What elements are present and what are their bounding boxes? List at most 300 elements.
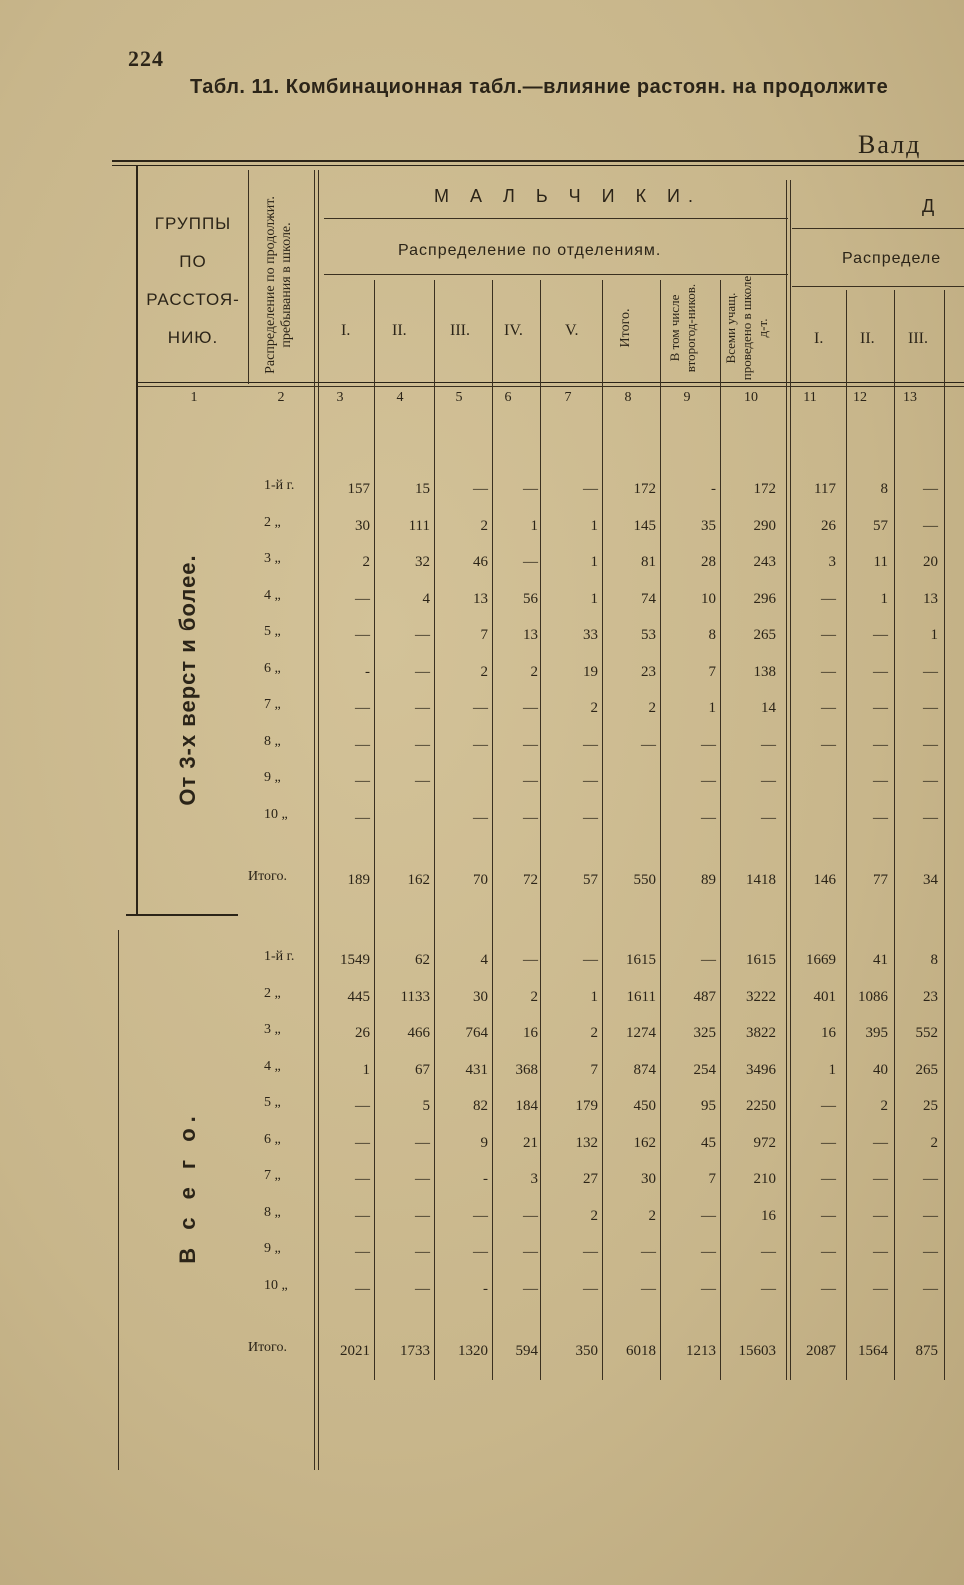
page-number: 224 — [128, 46, 164, 71]
duration-col-header: Распределение по продолжит. пребывания в школе. — [263, 196, 294, 374]
group-col-line-2: ПО — [179, 252, 207, 271]
group-col-line-4: НИЮ. — [167, 328, 219, 347]
table-cell: — — [355, 1280, 370, 1297]
section1-label: От 3-х верст и более. — [175, 554, 200, 806]
table-cell: — — [415, 1171, 430, 1187]
table-cell: 14 — [761, 700, 776, 716]
table-cell: 2 — [530, 663, 538, 680]
table-cell: 1611 — [626, 988, 656, 1005]
section2-label: В с е г о. — [175, 1110, 200, 1264]
table-cell: 1 — [530, 517, 538, 534]
table-cell: 2021 — [340, 1342, 370, 1359]
table-cell: 74 — [641, 590, 656, 607]
row-label: 7 „ — [264, 697, 281, 712]
column-number: 10 — [744, 390, 758, 405]
table-cell: 72 — [523, 871, 538, 888]
row-label: 4 „ — [264, 587, 281, 603]
table-cell: 2250 — [746, 1098, 776, 1114]
table-cell: 2 — [648, 700, 656, 716]
table-cell: — — [355, 1207, 370, 1224]
row-label: 1-й г. — [264, 949, 295, 964]
table-cell: 4 — [480, 952, 488, 968]
table-cell: 8 — [708, 627, 716, 643]
table-cell: — — [583, 1244, 598, 1260]
distribution-girls-header: Распределе — [842, 250, 942, 267]
table-cell: 350 — [575, 1342, 598, 1359]
column-number: 11 — [803, 390, 817, 405]
subcol-girls-i: I. — [814, 330, 824, 347]
table-cell: 82 — [473, 1098, 488, 1114]
boys-underline — [324, 218, 788, 219]
table-cell: — — [355, 1171, 370, 1187]
table-cell: 1 — [880, 590, 888, 607]
table-cell: 1274 — [626, 1025, 656, 1041]
table-cell: — — [641, 736, 656, 753]
row-label: Итого. — [248, 868, 287, 884]
girls-header: Д — [922, 196, 935, 216]
table-cell: - — [711, 481, 716, 497]
table-cell: — — [355, 590, 370, 607]
row-label: 10 „ — [264, 806, 288, 822]
row-label: 10 „ — [264, 1277, 288, 1293]
girls-underline — [792, 228, 964, 229]
table-cell: 210 — [753, 1171, 776, 1187]
table-cell: — — [523, 809, 538, 826]
table-cell: 764 — [465, 1025, 488, 1041]
header-bottom-rule — [136, 382, 964, 383]
table-title: Табл. 11. Комбинационная табл.—влияние растоян. на продолжите — [190, 76, 889, 98]
table-cell: — — [761, 773, 776, 789]
table-cell: 7 — [480, 627, 488, 643]
table-cell: 117 — [814, 481, 836, 497]
table-cell: 13 — [923, 590, 938, 607]
table-cell: — — [821, 1171, 836, 1187]
table-cell: - — [365, 663, 370, 680]
table-cell: — — [873, 1207, 888, 1224]
table-cell: — — [761, 736, 776, 753]
table-cell: 875 — [915, 1342, 938, 1359]
table-cell: 172 — [633, 481, 656, 497]
table-cell: 2 — [480, 663, 488, 680]
table-cell: — — [873, 1171, 888, 1187]
table-cell: — — [355, 809, 370, 826]
table-cell: — — [701, 736, 716, 753]
table-cell: — — [821, 1244, 836, 1260]
row-label: 6 „ — [264, 1131, 281, 1147]
table-cell: 16 — [821, 1025, 836, 1041]
table-cell: 132 — [575, 1134, 598, 1151]
top-rule-thin — [112, 165, 964, 166]
table-cell: — — [873, 627, 888, 643]
table-cell: 1615 — [746, 952, 776, 968]
table-cell: 3496 — [746, 1061, 776, 1078]
table-cell: 46 — [473, 554, 488, 570]
table-cell: 28 — [701, 554, 716, 570]
table-cell: 189 — [347, 871, 370, 888]
table-cell: 2 — [648, 1207, 656, 1224]
table-cell: — — [923, 809, 938, 826]
table-cell: 70 — [473, 871, 488, 888]
table-cell: — — [523, 952, 538, 968]
table-cell: — — [473, 736, 488, 753]
subcol-iii: III. — [450, 322, 470, 339]
row-label: 8 „ — [264, 1204, 281, 1220]
table-cell: 7 — [590, 1061, 598, 1078]
table-cell: — — [873, 1244, 888, 1260]
table-cell: — — [923, 481, 938, 497]
table-cell: 57 — [583, 871, 598, 888]
table-cell: 395 — [865, 1025, 888, 1041]
table-cell: — — [523, 1207, 538, 1224]
column-number: 1 — [190, 390, 198, 405]
region-title: Валд — [858, 130, 922, 159]
outer-left-border — [136, 166, 138, 916]
table-cell: — — [583, 809, 598, 826]
table-cell: 89 — [701, 871, 716, 888]
table-cell: — — [473, 1207, 488, 1224]
table-cell: 296 — [753, 590, 776, 607]
top-rule — [112, 160, 964, 162]
table-cell: 874 — [633, 1061, 656, 1078]
table-cell: — — [415, 663, 430, 680]
table-cell: 26 — [355, 1025, 370, 1041]
table-cell: 13 — [473, 590, 488, 607]
table-cell: 26 — [821, 517, 836, 534]
table-cell: 10 — [701, 590, 716, 607]
table-cell: — — [923, 517, 938, 534]
table-cell: — — [701, 1244, 716, 1260]
section-separator — [126, 914, 238, 916]
table-cell: 1 — [590, 590, 598, 607]
table-cell: 40 — [873, 1061, 888, 1078]
vline-group — [248, 170, 249, 384]
table-cell: — — [821, 663, 836, 680]
table-cell: — — [523, 736, 538, 753]
table-cell: 254 — [693, 1061, 716, 1078]
table-cell: 146 — [813, 871, 836, 888]
table-cell: 2087 — [806, 1342, 836, 1359]
table-cell: 157 — [347, 481, 370, 497]
table-cell: 1564 — [858, 1342, 888, 1359]
table-cell: — — [523, 554, 538, 570]
table-cell: 7 — [708, 1171, 716, 1187]
table-cell: — — [415, 627, 430, 643]
subcol-years-spent: Всеми учащ. проведено в школе д-т. — [723, 275, 770, 381]
table-cell: — — [523, 1280, 538, 1297]
table-cell: 2 — [530, 988, 538, 1005]
table-cell: 179 — [575, 1098, 598, 1114]
table-cell: — — [523, 700, 538, 716]
table-cell: — — [523, 773, 538, 789]
column-number: 7 — [564, 390, 572, 405]
vline-c10b — [790, 180, 791, 1380]
table-cell: — — [355, 627, 370, 643]
table-cell: 5 — [422, 1098, 430, 1114]
header-bottom-rule-2 — [136, 386, 964, 387]
column-number: 2 — [277, 390, 285, 405]
table-cell: — — [821, 1207, 836, 1224]
table-cell: — — [415, 1207, 430, 1224]
table-cell: 9 — [480, 1134, 488, 1151]
table-cell: 16 — [761, 1207, 776, 1224]
table-cell: — — [873, 1280, 888, 1297]
table-cell: — — [523, 1244, 538, 1260]
table-cell: — — [523, 481, 538, 497]
table-cell: — — [583, 952, 598, 968]
table-cell: — — [821, 700, 836, 716]
column-number: 9 — [683, 390, 691, 405]
table-cell: 2 — [590, 1207, 598, 1224]
table-cell: 2 — [880, 1098, 888, 1114]
subcol-i: I. — [341, 322, 351, 339]
row-label: 8 „ — [264, 733, 281, 749]
table-cell: 45 — [701, 1134, 716, 1151]
row-label: 9 „ — [264, 770, 281, 785]
table-cell: — — [415, 1244, 430, 1260]
table-cell: 32 — [415, 554, 430, 570]
table-cell: — — [641, 1244, 656, 1260]
table-cell: — — [355, 1098, 370, 1114]
table-cell: — — [873, 663, 888, 680]
table-cell: 265 — [753, 627, 776, 643]
table-cell: — — [415, 700, 430, 716]
table-cell: 35 — [701, 517, 716, 534]
table-cell: 1 — [362, 1061, 370, 1078]
table-cell: 81 — [641, 554, 656, 570]
table-cell: — — [761, 1244, 776, 1260]
table-cell: — — [701, 809, 716, 826]
row-label: 3 „ — [264, 1022, 281, 1037]
table-cell: 1133 — [400, 988, 430, 1005]
table-cell: — — [583, 736, 598, 753]
table-cell: 552 — [915, 1025, 938, 1041]
table-cell: 138 — [753, 663, 776, 680]
table-cell: — — [355, 773, 370, 789]
table-cell: — — [415, 773, 430, 789]
table-cell: 1549 — [340, 952, 370, 968]
table-cell: — — [473, 700, 488, 716]
table-cell: — — [821, 627, 836, 643]
table-cell: — — [761, 1280, 776, 1297]
table-cell: — — [701, 773, 716, 789]
table-cell: — — [923, 663, 938, 680]
row-label: 5 „ — [264, 1095, 281, 1110]
table-cell: 2 — [930, 1134, 938, 1151]
table-cell: — — [473, 809, 488, 826]
table-cell: 30 — [473, 988, 488, 1005]
table-cell: — — [641, 1280, 656, 1297]
table-cell: 33 — [583, 627, 598, 643]
table-cell: 3222 — [746, 988, 776, 1005]
table-cell: — — [473, 481, 488, 497]
table-cell: 290 — [753, 517, 776, 534]
table-cell: — — [821, 1134, 836, 1151]
column-number: 12 — [853, 390, 867, 405]
table-cell: — — [821, 736, 836, 753]
table-cell: 11 — [873, 554, 888, 570]
subcol-total: Итого. — [618, 308, 633, 348]
table-cell: 23 — [641, 663, 656, 680]
row-label: Итого. — [248, 1339, 287, 1355]
subcol-girls-iii: III. — [908, 330, 928, 347]
table-cell: 1086 — [858, 988, 888, 1005]
table-cell: 1615 — [626, 952, 656, 968]
subcol-iv: IV. — [504, 322, 523, 339]
table-cell: 1418 — [746, 871, 776, 888]
table-cell: 8 — [930, 952, 938, 968]
table-cell: 27 — [583, 1171, 598, 1187]
table-cell: 550 — [633, 871, 656, 888]
row-label: 3 „ — [264, 551, 281, 566]
table-cell: — — [821, 590, 836, 607]
table-cell: 450 — [633, 1098, 656, 1114]
table-cell: 3 — [530, 1171, 538, 1187]
table-cell: 1 — [828, 1061, 836, 1078]
distribution-boys-header: Распределение по отделениям. — [398, 242, 662, 259]
row-label: 6 „ — [264, 660, 281, 676]
table-cell: — — [701, 1207, 716, 1224]
table-cell: — — [821, 1280, 836, 1297]
table-cell: — — [415, 1134, 430, 1151]
table-cell: 445 — [347, 988, 370, 1005]
table-cell: 13 — [523, 627, 538, 643]
table-cell: — — [583, 1280, 598, 1297]
table-cell: 67 — [415, 1061, 430, 1078]
table-cell: 30 — [355, 517, 370, 534]
row-label: 1-й г. — [264, 478, 295, 493]
column-number: 3 — [336, 390, 344, 405]
table-cell: 57 — [873, 517, 888, 534]
group-col-line-3: РАССТОЯ- — [146, 290, 240, 309]
table-cell: 265 — [915, 1061, 938, 1078]
table-cell: — — [821, 1098, 836, 1114]
table-cell: — — [355, 1134, 370, 1151]
table-cell: 1 — [590, 554, 598, 570]
table-cell: — — [355, 700, 370, 716]
subcol-v: V. — [565, 322, 579, 339]
table-cell: 972 — [753, 1134, 776, 1151]
table-cell: — — [923, 1244, 938, 1260]
table-cell: — — [873, 809, 888, 826]
vline-c10 — [786, 180, 787, 1380]
vline-c13 — [944, 290, 945, 1380]
column-number: 13 — [903, 390, 917, 405]
table-cell: 1 — [590, 988, 598, 1005]
table-cell: 368 — [515, 1061, 538, 1078]
row-label: 9 „ — [264, 1241, 281, 1256]
row-label: 2 „ — [264, 985, 281, 1001]
table-cell: — — [761, 809, 776, 826]
table-cell: 2 — [590, 1025, 598, 1041]
row-label: 4 „ — [264, 1058, 281, 1074]
table-cell: 8 — [880, 481, 888, 497]
table-cell: 1669 — [806, 952, 836, 968]
table-cell: — — [923, 1171, 938, 1187]
table-cell: 56 — [523, 590, 538, 607]
table-cell: 111 — [408, 517, 430, 534]
table-cell: 23 — [923, 988, 938, 1005]
table-cell: 6018 — [626, 1342, 656, 1359]
outer-left-border-2 — [118, 930, 119, 1470]
table-cell: — — [923, 1280, 938, 1297]
group-col-header — [138, 205, 248, 357]
dist-girls-underline — [792, 286, 964, 287]
table-cell: — — [923, 1207, 938, 1224]
table-cell: 19 — [583, 663, 598, 680]
table-cell: — — [355, 1244, 370, 1260]
group-col-line-1: ГРУППЫ — [154, 214, 232, 233]
table-cell: 15603 — [738, 1342, 776, 1359]
table-cell: 41 — [873, 952, 888, 968]
dist-underline — [324, 274, 788, 275]
table-cell: 172 — [753, 481, 776, 497]
table-cell: 7 — [708, 663, 716, 680]
table-cell: 1 — [590, 517, 598, 534]
table-cell: 162 — [407, 871, 430, 888]
table-cell: 77 — [873, 871, 888, 888]
table-cell: 62 — [415, 952, 430, 968]
table-cell: 325 — [693, 1025, 716, 1041]
table-cell: — — [415, 1280, 430, 1297]
table-cell: 594 — [515, 1342, 538, 1359]
table-cell: 3 — [828, 554, 836, 570]
table-cell: — — [873, 700, 888, 716]
table-cell: 2 — [590, 700, 598, 716]
table-cell: — — [355, 736, 370, 753]
table-cell: 30 — [641, 1171, 656, 1187]
table-cell: — — [415, 736, 430, 753]
table-cell: 401 — [813, 988, 836, 1005]
table-cell: — — [873, 773, 888, 789]
row-label: 7 „ — [264, 1168, 281, 1183]
table-cell: — — [583, 481, 598, 497]
table-cell: — — [873, 736, 888, 753]
table-cell: — — [923, 736, 938, 753]
table-cell: 25 — [923, 1098, 938, 1114]
table-cell: 4 — [422, 590, 430, 607]
row-label: 2 „ — [264, 514, 281, 530]
table-cell: - — [483, 1171, 488, 1187]
subcol-repeaters: В том числе второгод-ников. — [667, 283, 698, 373]
table-cell: 95 — [701, 1098, 716, 1114]
table-cell: 243 — [753, 554, 776, 570]
table-cell: 1320 — [458, 1342, 488, 1359]
subcol-girls-ii: II. — [860, 330, 875, 347]
table-cell: — — [701, 1280, 716, 1297]
table-cell: 487 — [693, 988, 716, 1005]
table-cell: - — [483, 1280, 488, 1297]
table-cell: — — [701, 952, 716, 968]
table-cell: 145 — [633, 517, 656, 534]
table-cell: 184 — [515, 1098, 538, 1114]
column-number: 6 — [504, 390, 512, 405]
table-cell: 1 — [930, 627, 938, 643]
table-cell: 466 — [407, 1025, 430, 1041]
table-cell: 1733 — [400, 1342, 430, 1359]
table-cell: 15 — [415, 481, 430, 497]
table-cell: 431 — [465, 1061, 488, 1078]
table-cell: — — [923, 773, 938, 789]
column-number: 5 — [455, 390, 463, 405]
table-cell: 16 — [523, 1025, 538, 1041]
table-cell: — — [873, 1134, 888, 1151]
table-cell: 3822 — [746, 1025, 776, 1041]
table-cell: 20 — [923, 554, 938, 570]
subcol-ii: II. — [392, 322, 407, 339]
table-cell: 34 — [923, 871, 938, 888]
table-cell: 53 — [641, 627, 656, 643]
table-cell: — — [923, 700, 938, 716]
